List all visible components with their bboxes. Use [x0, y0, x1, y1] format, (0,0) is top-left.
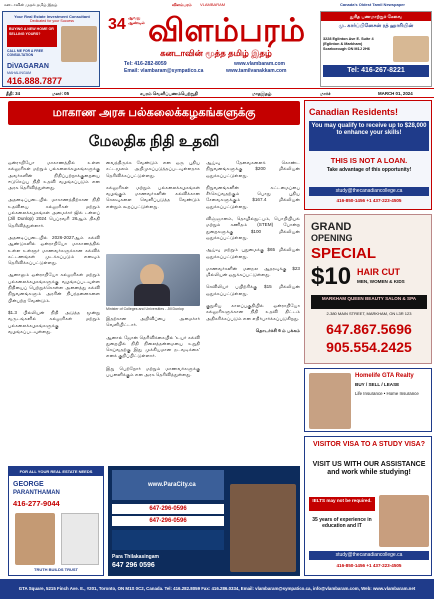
homelife-title: Homelife GTA Realty — [355, 373, 414, 379]
article-column-2-bottom — [106, 316, 200, 464]
paragraph: குறுகிய காலப்பகுதியில் ஒன்ராறியோ கல்லூரிகளுக்கான நிதி உதவி திட்டம் அதிகரிக்கப்படும் என எதிர்பார்க்கப்படுகிறது. — [206, 303, 300, 321]
salon-address: 2-380 MAIN STREET, MARKHAM, ON L3R 123 — [326, 311, 412, 316]
paracity-site[interactable]: www.ParaCity.ca — [148, 482, 196, 488]
topbar-left: கனடாவின் முதல் தமிழ் இதழ் — [4, 2, 58, 7]
paragraph: மாணவர்களின் மனநல ஆதரவுக்கு $23 மில்லியன் ஒதுக்கப்பட்டுள்ளது. — [206, 265, 300, 278]
paragraph: ஒன்ராறியோ மாகாணத்தில் உள்ள கல்லூரிகள் மற்றும் பல்கலைக்கழகங்களுக்கு அவர்களின் நிதிப்பற்றாக்குறையை ஈடுசெய்ய நிதி உதவி வழங்கப்படும் என அரசு தெரிவித்துள்ளது. — [8, 160, 100, 191]
footer-text: GTA Square, 5215 Finch Ave. E., #201, Toronto, ON M1S 0C2, Canada. Tel: 416.282.8059 Fax: 416.286.0334, Email: vlambaram@sympatico.ca, info@vlambaram.com, Web: www.vlambaram.net — [18, 586, 416, 591]
salon-phone1[interactable]: 647.867.5696 — [326, 321, 412, 337]
homelife-ad[interactable] — [304, 368, 432, 432]
transfer-addr3: Scarborough ON M1J 2H6 — [323, 47, 370, 51]
bottom-ads — [8, 466, 300, 576]
agent-photo — [61, 26, 97, 62]
paragraph: வைத்திருக்க வேண்டும் என ஒரு புதிய சட்டமூலம் அறிமுகப்படுத்தப்படவுள்ளதாக தெரிவிக்கப்பட்டுள்ளது. — [106, 160, 200, 178]
ad-title: Your Real Estate Investment Consultant — [14, 14, 90, 19]
paracity-phone1[interactable]: 647-296-0596 — [112, 504, 224, 514]
transfer-name: மு. கார்ப்பினேசன் ரத் ஹாரியின் — [338, 23, 414, 29]
paragraph: ஆய்வு மற்றும் புதுமைக்கு $65 மில்லியன் ஒதுக்கப்பட்டுள்ளது. — [206, 247, 300, 259]
paragraph: நிறுவனங்களின் கட்டமைப்பை சீர்செய்வதற்கும் பொது புதிய சேவைகளுக்கும் $167.4 மில்லியன் ஒதுக்கப்பட்டுள்ளது. — [206, 184, 300, 209]
issue-date-en: MARCH 01, 2024 — [378, 91, 413, 96]
college-body: You may qualify to receive up to $28,000 to enhance your skills! — [309, 121, 429, 151]
paragraph: அதனடிப்படையில் மாகாணத்திற்கான நிதி உதவியை கல்லூரிகள் மற்றும் பல்கலைக்கழகங்கள் அமைச்சர் ஜில் டன்லப் (Jill Dunlop) 2024 பெப்ரவரி 26ஆம் திகதி தெரிவித்துள்ளார். — [8, 197, 100, 228]
ad-tagline: Dedicated for your Success — [30, 19, 74, 23]
college-title: Canadian Residents! — [309, 107, 399, 117]
article-column-1 — [8, 160, 100, 460]
topbar-brand: விளம்பரம் — [172, 2, 192, 7]
logo-tel: Tel: 416-282-8059 — [124, 61, 167, 67]
logo-years-word: ஆவது ஆண்டில் — [128, 15, 145, 25]
visa-ad[interactable] — [304, 436, 432, 576]
college-loan: THIS IS NOT A LOAN. — [330, 156, 408, 165]
paragraph: இதற்கான அறிவிப்பை அமைச்சர் வெளியிட்டார். — [106, 316, 200, 328]
logo-site1[interactable]: www.vlambaram.com — [234, 61, 285, 67]
paracity-ad[interactable] — [108, 466, 300, 576]
visa-photo — [379, 495, 429, 547]
homelife-items: Life Insurance • Home Insurance — [355, 391, 419, 396]
topbar-right: Canada's Oldest Tamil Newspaper — [340, 2, 405, 7]
owner-photo — [393, 36, 429, 62]
salon-name: MARKHAM QUEEN BEAUTY SALON & SPA — [311, 295, 427, 309]
issue-type: மாதஇதழ் — [252, 91, 272, 96]
george-surname: PARANTHAMAN — [13, 490, 60, 496]
headline: மாகாண அரசு பல்கலைக்கழகங்களுக்கு — [52, 107, 256, 119]
salon-grand: GRAND — [311, 221, 352, 233]
transfer-addr1: 3228 Eglinton Ave E. Suite 4 — [323, 37, 374, 41]
salon-service: HAIR CUT — [357, 267, 400, 277]
topbar-brand-suffix: VLAMBARAM — [200, 2, 226, 7]
visa-phones[interactable]: 416-850-1456 +1 437-223-4505 — [336, 563, 402, 568]
subheadline-box — [8, 131, 300, 153]
paracity-phone3[interactable]: 647 296 0596 — [112, 562, 155, 569]
paragraph: அதனடிப்படையில் 2026-2027ஆம் கல்வி ஆண்டுகளில் ஒன்ராறியோ மாகாணத்தில் உள்ள உள்ளூர் மாணவர்களுக்கான கல்விக் கட்டணங்கள் முடக்கப்படும் எனவும் தெரிவிக்கப்பட்டுள்ளது. — [8, 234, 100, 266]
college-email[interactable]: study@thecanadiancollege.ca — [309, 187, 429, 196]
agent-subname: MAHALINGAM — [7, 71, 32, 75]
real-estate-ad[interactable] — [2, 11, 100, 87]
salon-phone2[interactable]: 905.554.2425 — [326, 339, 412, 355]
photo-caption: Minister of Colleges and Universities - Jill Dunlop — [106, 307, 184, 311]
logo-email: Email: vlambaram@sympatico.ca — [124, 68, 204, 74]
agent-phone[interactable]: 416.888.7877 — [7, 76, 63, 86]
george-ad[interactable] — [8, 466, 104, 576]
money-transfer-ad[interactable] — [320, 11, 432, 87]
paragraph: விஞ்ஞானம், தொழில்நுட்பம், பொறியியல் மற்றும் கணிதம் (STEM) போன்ற துறைகளுக்கு $100 மில்லியன் ஒதுக்கப்பட்டுள்ளது. — [206, 216, 300, 240]
issue-info-bar — [0, 88, 434, 98]
george-phone[interactable]: 416-277-9044 — [13, 499, 60, 508]
paragraph: ஆனாலும் ஒன்ராறியோ கல்லூரிகள் மற்றும் பல்கலைக்கழகங்களுக்கு வழங்கப்படவுள்ள நிதியைப் பெற்றுக்கொள்ள அனைத்து கல்வி நிறுவனங்களும் அரசின் நிபந்தனைகளை பின்பற்ற வேண்டும். — [8, 272, 100, 303]
visa-body: VISIT US WITH OUR ASSISTANCE and work while studying! — [312, 461, 426, 476]
salon-opening: OPENING — [311, 233, 353, 243]
issue-date-ta: சபரம் வெளிப்பணம்பெற்றுதி — [140, 91, 198, 96]
george-photo — [15, 513, 55, 565]
subheadline: மேலதிக நிதி உதவி — [88, 133, 220, 150]
logo-title: விளம்பரம் — [148, 11, 306, 49]
paracity-name: Para Thilakasingam — [112, 554, 159, 560]
ad-cta: CALL ME FOR A FREE CONSULTATION — [7, 49, 44, 57]
logo-years: 34 — [108, 16, 126, 33]
paragraph: கல்லூரிகள் மற்றும் பல்கலைக்கழகங்கள் வழங்கும் மாணவர்களின் கல்விக்கான செலவுகளை வெளிப்படுத்த வேண்டும் என்றும் கூறப்பட்டுள்ளது. — [106, 184, 200, 209]
minister-photo — [106, 254, 200, 306]
headline-banner — [8, 101, 300, 125]
salon-price: $10 — [311, 263, 352, 290]
top-bar — [0, 0, 434, 10]
issue-month: மார்ச் — [320, 91, 331, 96]
transfer-heading: துரித பணமாற்றுச் சேவை — [321, 12, 431, 21]
transfer-tel[interactable]: Tel: 416-267-8221 — [323, 65, 429, 77]
visa-ielts: IELTS may not be required. — [309, 497, 375, 511]
article-column-2-top — [106, 160, 200, 252]
george-name: GEORGE — [13, 481, 44, 488]
sidebar-ads — [304, 100, 432, 576]
paracity-phone2[interactable]: 647-296-0596 — [112, 516, 224, 526]
visa-email[interactable]: study@thecanadiancollege.ca — [309, 551, 429, 560]
masthead-logo — [104, 10, 316, 82]
college-ad[interactable] — [304, 100, 432, 210]
continued-note: தொடர்ச்சி 6 ம் பக்கம் — [255, 327, 300, 333]
visa-years: 35 years of experience in education and IT — [312, 517, 372, 529]
homelife-sub: BUY / SELL / LEASE — [355, 382, 400, 387]
salon-ad[interactable] — [304, 214, 432, 364]
paragraph: ஆய்வு தேவைகளைக் கொண்ட நிறுவனங்களுக்கு $200 மில்லியன் ஒதுக்கப்பட்டுள்ளது. — [206, 160, 300, 178]
agent-name: DiVAGARAN — [7, 63, 49, 70]
college-phones[interactable]: 416-850-1456 +1 437-223-4505 — [336, 198, 402, 203]
paracity-logos — [112, 530, 224, 550]
paragraph: $1.3 பில்லியன் நிதி அடுத்த மூன்று வருடங்களில் கல்லூரிகள் மற்றும் பல்கலைக்கழகங்களுக்கு வழங்கப்படவுள்ளது. — [8, 309, 100, 334]
college-cta: Take advantage of this opportunity! — [326, 167, 412, 173]
paragraph: ஆனால் ஜோன் தெரிவிக்கையில் 'உயர் கல்வி துறையில் நிதி நிலைத்தன்மையை உறுதி செய்வதற்கு இது முக்கியமான நடவடிக்கை' எனக் குறிப்பிட்டுள்ளார். — [106, 334, 200, 359]
paragraph: இது பெற்றோர் மற்றும் மாணவர்களுக்கு பயனளிக்கும் என அரசு தெரிவித்துள்ளது. — [106, 365, 200, 378]
logo-site2[interactable]: www.tamilvanakkam.com — [226, 68, 287, 74]
ad-banner: BUYING A NEW HOME OR SELLING YOURS? — [7, 25, 57, 47]
transfer-addr2: (Eglinton & Markham) — [323, 42, 363, 46]
george-logo — [61, 513, 99, 565]
realtor-photo — [309, 373, 351, 429]
salon-for: MEN, WOMEN & KIDS — [357, 279, 405, 284]
footer — [0, 579, 434, 599]
logo-subtitle: கனடாவின் மூத்த தமிழ் இதழ் — [160, 48, 272, 58]
salon-special: SPECIAL — [311, 245, 377, 262]
george-banner: FOR ALL YOUR REAL ESTATE NEEDS — [9, 467, 103, 476]
visa-title: VISITOR VISA TO A STUDY VISA? — [312, 441, 426, 448]
para-photo — [230, 484, 296, 572]
issue-number: தீதி: 34 — [6, 91, 21, 96]
george-company: TRUTH BUILDS TRUST — [34, 567, 78, 572]
issue-volume: மலர்: 05 — [52, 91, 70, 96]
paragraph: செவிலியர் பயிற்சிக்கு $15 மில்லியன் ஒதுக்கப்பட்டுள்ளது. — [206, 284, 300, 296]
